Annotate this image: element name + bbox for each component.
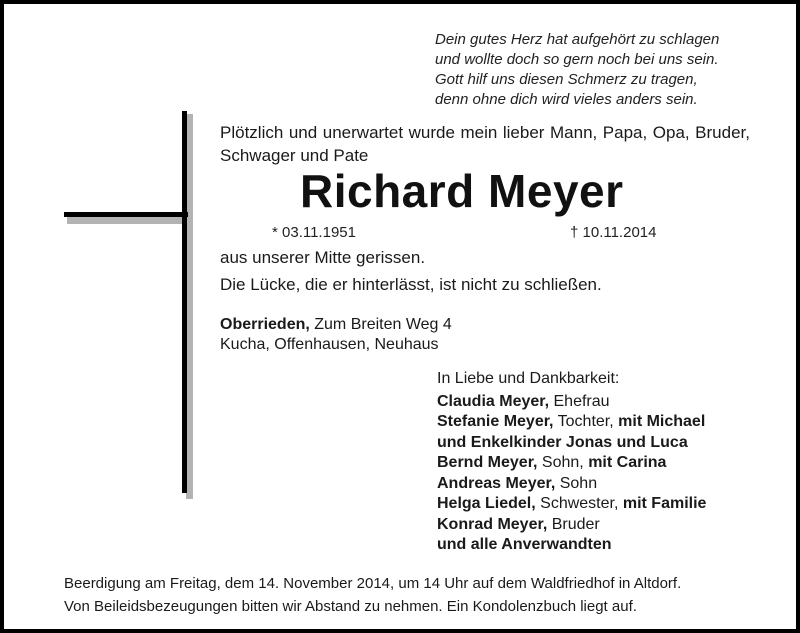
mourner-relation: Sohn, bbox=[537, 454, 589, 471]
cross-bar-vertical bbox=[182, 111, 187, 493]
mourner-name: Stefanie Meyer, bbox=[437, 413, 554, 430]
mourner-relation: Tochter, bbox=[553, 413, 619, 430]
mourner-row bbox=[437, 433, 706, 454]
address-places: Kucha, Offenhausen, Neuhaus bbox=[220, 336, 439, 353]
mourners-block bbox=[437, 369, 706, 556]
mourner-row bbox=[437, 474, 706, 495]
address-street: Zum Breiten Weg 4 bbox=[309, 316, 452, 333]
mourner-relation: Sohn bbox=[555, 474, 598, 492]
address-town: Oberrieden, bbox=[220, 316, 310, 333]
mourners-heading: In Liebe und Dankbarkeit: bbox=[437, 370, 620, 387]
intro-text: Plötzlich und unerwartet wurde mein lieber Mann, Papa, Opa, Bruder, Schwager und Pate bbox=[220, 123, 750, 165]
footer-line: Von Beileidsbezeugungen bitten wir Abstand zu nehmen. Ein Kondolenzbuch liegt auf. bbox=[64, 598, 637, 615]
poem-line: und wollte doch so gern noch bei uns sein. bbox=[435, 51, 719, 68]
mourner-row bbox=[437, 392, 706, 413]
mourner-name: Claudia Meyer, bbox=[437, 392, 550, 410]
cross-icon bbox=[64, 111, 194, 501]
footer-line: Beerdigung am Freitag, dem 14. November 2014, um 14 Uhr auf dem Waldfriedhof in Altdorf. bbox=[64, 575, 682, 592]
mourner-name: Konrad Meyer, bbox=[437, 515, 548, 533]
mourner-row bbox=[437, 494, 706, 515]
mourner-row bbox=[437, 515, 706, 536]
mourner-row bbox=[437, 453, 706, 474]
mourner-name: Andreas Meyer, bbox=[437, 474, 556, 492]
death-date: † 10.11.2014 bbox=[570, 224, 657, 241]
mourner-extra: mit Familie bbox=[622, 495, 707, 512]
funeral-info bbox=[64, 572, 681, 618]
deceased-name: Richard Meyer bbox=[300, 165, 624, 217]
address-line bbox=[220, 315, 452, 335]
poem-line: Dein gutes Herz hat aufgehört zu schlagen bbox=[435, 31, 720, 48]
mourner-name: und alle Anverwandten bbox=[437, 536, 612, 553]
mourner-extra: mit Michael bbox=[618, 413, 706, 430]
mourner-name: und Enkelkinder Jonas und Luca bbox=[437, 433, 688, 451]
mourner-name: Helga Liedel, bbox=[437, 495, 536, 512]
mourner-relation: Bruder bbox=[547, 515, 600, 533]
cross-shadow-horizontal bbox=[67, 217, 193, 224]
mourner-name: Bernd Meyer, bbox=[437, 454, 538, 471]
mourner-relation: Schwester, bbox=[535, 495, 623, 512]
mourner-row bbox=[437, 535, 706, 556]
poem bbox=[435, 30, 775, 110]
mourner-extra: mit Carina bbox=[588, 454, 667, 471]
poem-line: Gott hilf uns diesen Schmerz zu tragen, bbox=[435, 71, 698, 88]
body-line: aus unserer Mitte gerissen. bbox=[220, 248, 426, 267]
cross-shadow-vertical bbox=[186, 114, 193, 499]
birth-date: * 03.11.1951 bbox=[272, 224, 356, 241]
body-line: Die Lücke, die er hinterlässt, ist nicht zu schließen. bbox=[220, 275, 602, 294]
address-block bbox=[220, 315, 452, 355]
mourner-relation: Ehefrau bbox=[549, 392, 610, 410]
cross-bar-horizontal bbox=[64, 212, 188, 217]
poem-line: denn ohne dich wird vieles anders sein. bbox=[435, 91, 698, 108]
mourner-row bbox=[437, 412, 706, 433]
